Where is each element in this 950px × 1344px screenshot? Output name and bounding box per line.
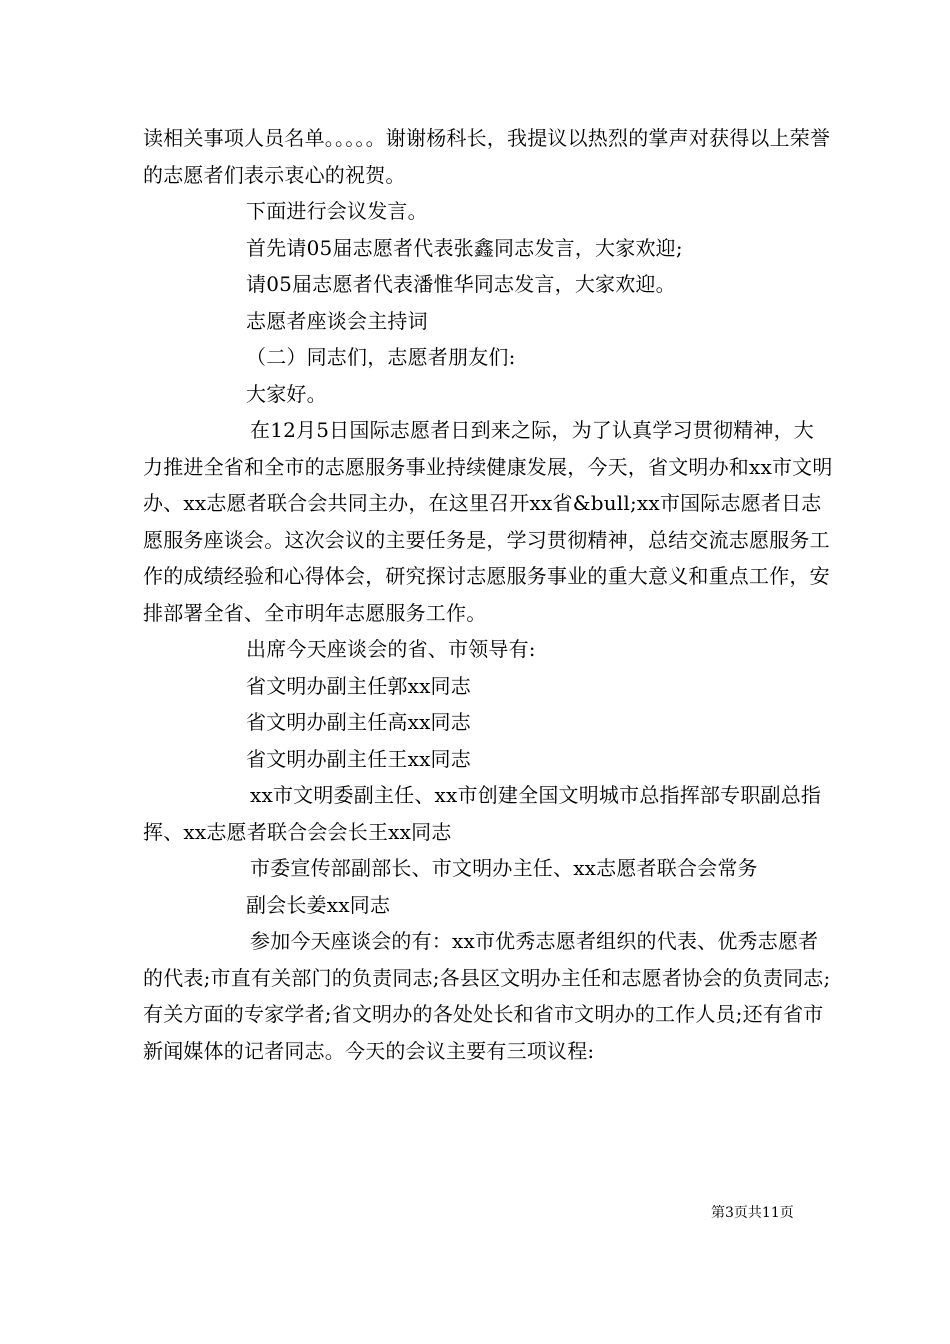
paragraph-8: 在12月5日国际志愿者日到来之际，为了认真学习贯彻精神，大力推进全省和全市的志愿服务事业持续健康发展，今天，省文明办和xx市文明办、xx志愿者联合会共同主办，在这里召开xx省&bull;xx市国际志愿者日志愿服务座谈会。这次会议的主要任务是，学习贯彻精神，总结交流志愿服务工作的成绩经验和心得体会，研究探讨志愿服务事业的重大意义和重点工作，安排部署全省、全市明年志愿服务工作。 <box>143 418 833 625</box>
paragraph-2: 下面进行会议发言。 <box>246 199 428 223</box>
paragraph-14: 市委宣传部副部长、市文明办主任、xx志愿者联合会常务 <box>250 856 758 880</box>
page-footer: 第3页共11页 <box>711 1205 794 1221</box>
paragraph-13: xx市文明委副主任、xx市创建全国文明城市总指挥部专职副总指挥、xx志愿者联合会会长王xx同志 <box>143 783 822 844</box>
paragraph-12: 省文明办副主任王xx同志 <box>246 746 471 771</box>
paragraph-6: （二）同志们，志愿者朋友们: <box>246 345 516 369</box>
paragraph-7: 大家好。 <box>246 381 327 406</box>
paragraph-16: 参加今天座谈会的有：xx市优秀志愿者组织的代表、优秀志愿者的代表;市直有关部门的负责同志;各县区文明办主任和志愿者协会的负责同志;有关方面的专家学者;省文明办的各处处长和省市文明办的工作人员;还有省市新闻媒体的记者同志。今天的会议主要有三项议程: <box>143 929 831 1063</box>
document-body <box>143 120 833 1069</box>
paragraph-1: 读相关事项人员名单。。。。。谢谢杨科长，我提议以热烈的掌声对获得以上荣誉的志愿者们表示衷心的祝贺。 <box>143 126 831 187</box>
paragraph-10: 省文明办副主任郭xx同志 <box>246 673 471 698</box>
paragraph-15: 副会长姜xx同志 <box>246 892 391 917</box>
paragraph-11: 省文明办副主任高xx同志 <box>246 710 471 734</box>
section-title: 志愿者座谈会主持词 <box>246 308 428 333</box>
paragraph-9: 出席今天座谈会的省、市领导有: <box>246 637 536 661</box>
paragraph-4: 请05届志愿者代表潘惟华同志发言，大家欢迎。 <box>246 272 676 296</box>
paragraph-3: 首先请05届志愿者代表张鑫同志发言，大家欢迎; <box>246 235 683 260</box>
